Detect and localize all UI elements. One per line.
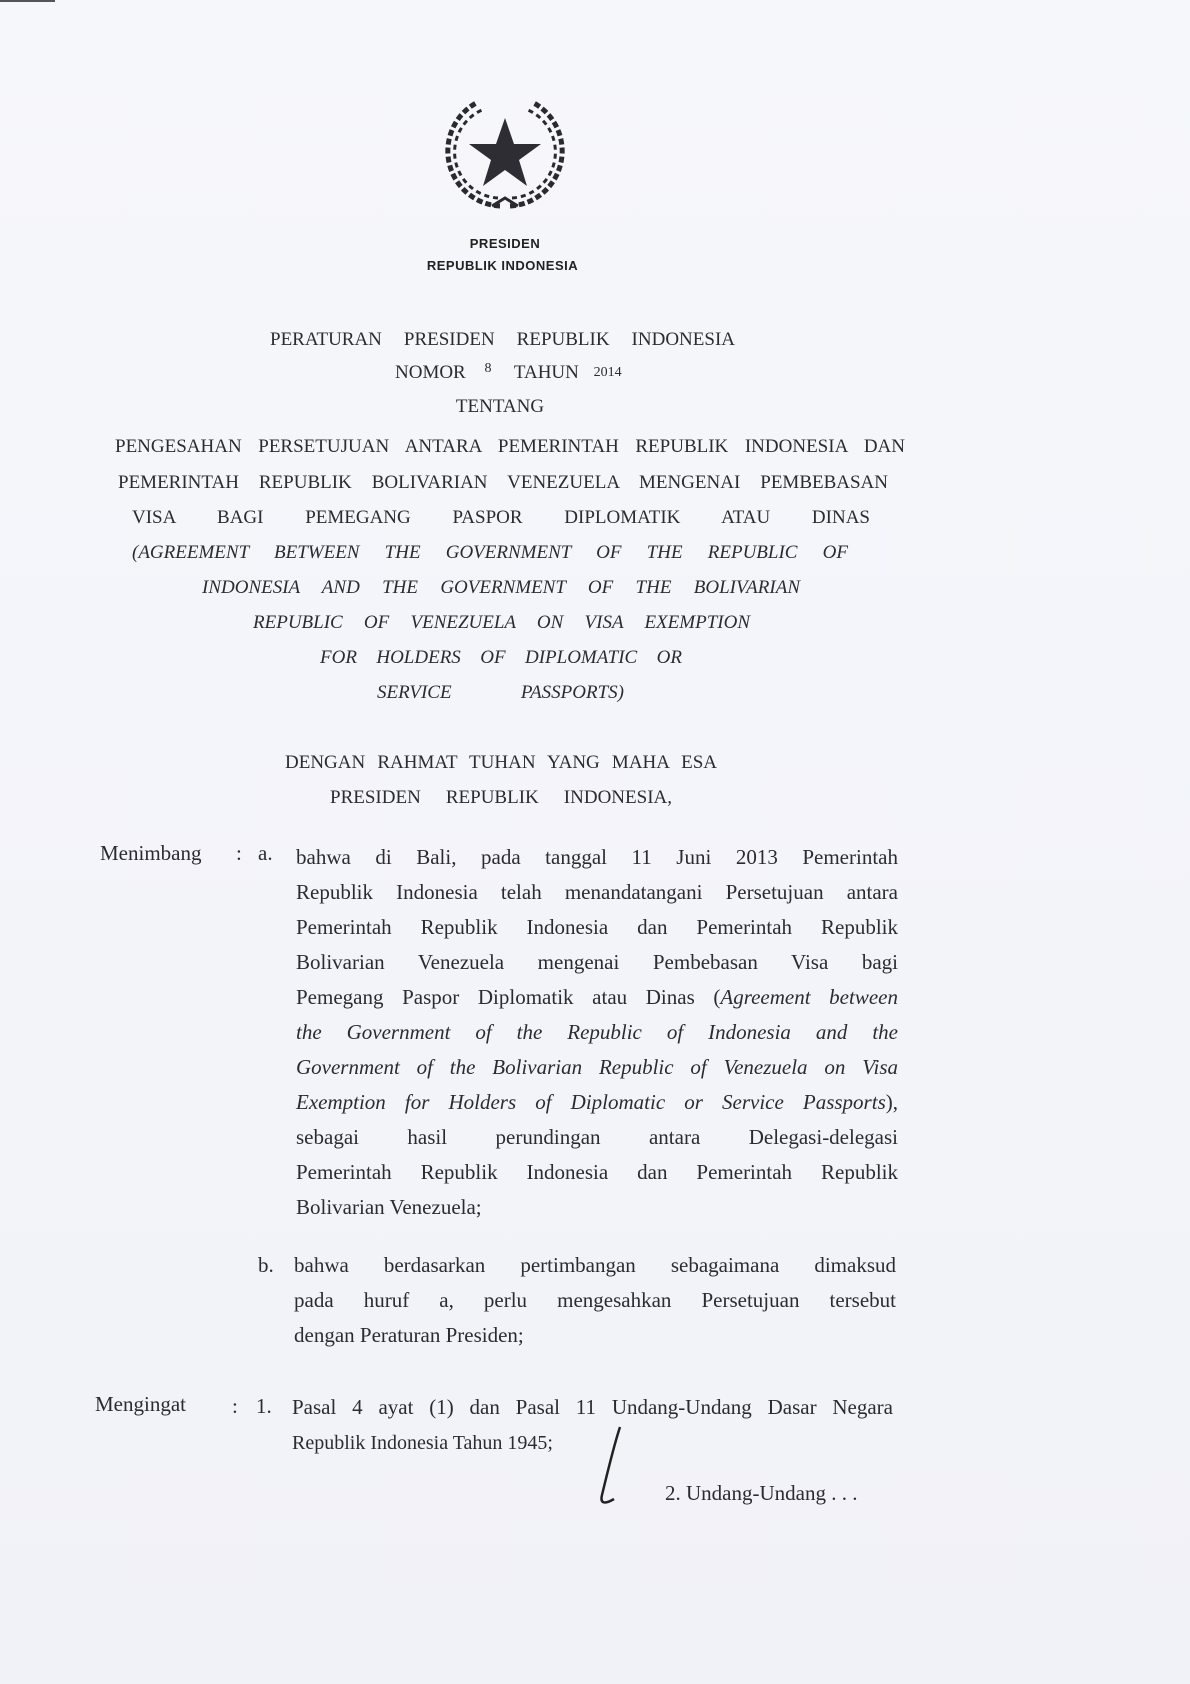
menimbang-a-marker: a. [258,841,273,865]
menimbang-label: Menimbang [100,841,202,865]
nomor-label: NOMOR [395,362,466,383]
preamble-line-1: DENGAN RAHMAT TUHAN YANG MAHA ESA [285,752,717,773]
menimbang-b-marker: b. [258,1253,274,1277]
subject-line: PEMERINTAH REPUBLIK BOLIVARIAN VENEZUELA MENGENAI PEMBEBASAN [118,472,888,493]
menimbang-a-line [296,984,898,1010]
menimbang-b-line: dengan Peraturan Presiden; [294,1323,524,1347]
menimbang-a-line: Government of the Bolivarian Republic of Venezuela on Visa [296,1055,898,1079]
text-segment: ), [885,1090,898,1114]
menimbang-b-line: pada huruf a, perlu mengesahkan Persetujuan tersebut [294,1288,896,1312]
regulation-title: PERATURAN PRESIDEN REPUBLIK INDONESIA [270,329,735,350]
initial-paraf-mark [590,1425,630,1510]
tahun-label: TAHUN [513,362,579,383]
text-segment-italic: Exemption for Holders of Diplomatic or Service Passports [296,1090,886,1114]
mengingat-label: Mengingat [95,1392,186,1416]
tahun-value: 2014 [593,365,622,380]
preamble-line-2: PRESIDEN REPUBLIK INDONESIA, [330,787,672,808]
menimbang-a-line: bahwa di Bali, pada tanggal 11 Juni 2013 Pemerintah [296,845,898,869]
page-continuation: 2. Undang-Undang . . . [665,1481,858,1505]
mengingat-1-line: Republik Indonesia Tahun 1945; [292,1432,553,1454]
menimbang-a-line: Bolivarian Venezuela mengenai Pembebasan Visa bagi [296,950,898,974]
presidential-emblem-icon [440,88,570,218]
menimbang-colon: : [236,841,242,865]
menimbang-a-line [296,1089,898,1115]
letterhead-line-1: PRESIDEN [469,236,541,251]
subject-en-line: (AGREEMENT BETWEEN THE GOVERNMENT OF THE REPUBLIC OF [132,542,848,563]
text-segment: Pemegang Paspor Diplomatik atau Dinas ( [296,985,721,1009]
menimbang-a-line: Republik Indonesia telah menandatangani Persetujuan antara [296,880,898,904]
subject-en-line: FOR HOLDERS OF DIPLOMATIC OR [320,647,682,668]
menimbang-a-line: Pemerintah Republik Indonesia dan Pemerintah Republik [296,1160,898,1184]
scan-edge-mark [0,0,55,2]
menimbang-a-line: the Government of the Republic of Indonesia and the [296,1020,898,1044]
menimbang-b-line: bahwa berdasarkan pertimbangan sebagaimana dimaksud [294,1253,896,1277]
subject-en-line: REPUBLIC OF VENEZUELA ON VISA EXEMPTION [253,612,750,633]
subject-line: PENGESAHAN PERSETUJUAN ANTARA PEMERINTAH REPUBLIK INDONESIA DAN [115,436,905,457]
menimbang-a-line: sebagai hasil perundingan antara Delegasi-delegasi [296,1125,898,1149]
mengingat-1-line: Pasal 4 ayat (1) dan Pasal 11 Undang-Undang Dasar Negara [292,1395,893,1419]
regulation-number [395,360,622,388]
subject-en-line: SERVICE PASSPORTS) [377,682,624,703]
letterhead-line-2: REPUBLIK INDONESIA [426,258,579,273]
menimbang-a-line: Pemerintah Republik Indonesia dan Pemerintah Republik [296,915,898,939]
subject-line: VISA BAGI PEMEGANG PASPOR DIPLOMATIK ATAU DINAS [132,507,870,528]
text-segment-italic: Agreement between [720,985,898,1009]
tentang-heading: TENTANG [455,396,545,417]
mengingat-colon: : [232,1394,238,1418]
menimbang-a-line: Bolivarian Venezuela; [296,1195,482,1219]
nomor-value: 8 [484,361,492,376]
mengingat-1-marker: 1. [256,1394,272,1418]
subject-en-line: INDONESIA AND THE GOVERNMENT OF THE BOLIVARIAN [202,577,800,598]
